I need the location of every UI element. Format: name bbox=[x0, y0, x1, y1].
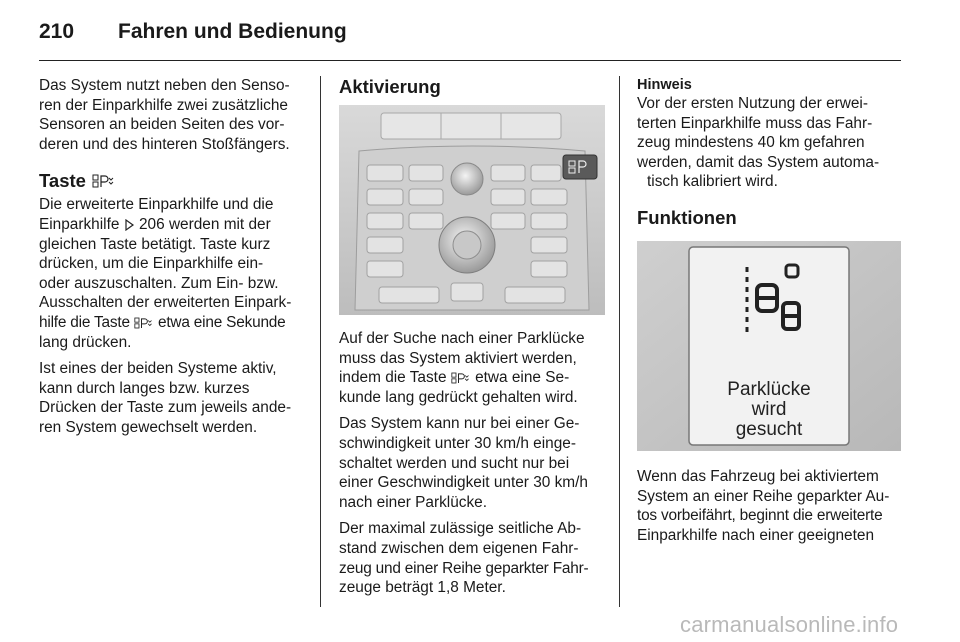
chapter-title: Fahren und Bedienung bbox=[118, 20, 347, 43]
display-line-3: gesucht bbox=[735, 418, 803, 440]
watermark: carmanualsonline.info bbox=[680, 612, 899, 637]
aktivierung-paragraph-2: Das System kann nur bei einer Ge- schwindigkeit unter 30 km/h einge- schaltet werden und sucht nur bei einer Geschwindigkeit unter 30 km/h nach einer Parklücke. bbox=[339, 415, 588, 511]
aktivierung-paragraph-1: Auf der Suche nach einer Parklücke muss das System aktiviert werden, indem die Taste etwa eine Se- kunde lang gedrückt gehalten wird. bbox=[339, 330, 585, 406]
column-2 bbox=[339, 76, 605, 605]
display-line-2: wird bbox=[751, 398, 787, 420]
taste-heading: Taste bbox=[39, 170, 309, 192]
column-divider-2 bbox=[619, 76, 620, 607]
aktivierung-heading: Aktivierung bbox=[339, 76, 441, 97]
page-number: 210 bbox=[39, 20, 75, 43]
display-line-1: Parklücke bbox=[727, 378, 811, 400]
center-console-photo bbox=[339, 105, 605, 315]
funktionen-paragraph: Wenn das Fahrzeug bei aktiviertem System an einer Reihe geparkter Au- tos vorbeifährt, beginnt die erweiterte Einparkhilfe nach einer geeigneten bbox=[637, 467, 890, 544]
aktivierung-paragraph-3: Der maximal zulässige seitliche Ab- stand zwischen dem eigenen Fahr- zeug und einer Reihe geparkter Fahr- zeuge beträgt 1,8 Meter. bbox=[339, 520, 589, 597]
funktionen-heading: Funktionen bbox=[637, 206, 737, 228]
header-rule bbox=[39, 60, 901, 61]
column-divider-1 bbox=[320, 76, 321, 607]
park-assist-icon bbox=[92, 174, 116, 188]
page-header bbox=[0, 0, 960, 58]
column-1 bbox=[39, 76, 309, 445]
park-assist-icon bbox=[451, 372, 471, 384]
hinweis-text: Vor der ersten Nutzung der erwei- terten Einparkhilfe muss das Fahr- zeug mindestens 40 km gefahren werden, damit das System automa- tisch kalibriert wird. bbox=[637, 95, 880, 191]
column-3 bbox=[637, 76, 903, 552]
page-reference-arrow-icon bbox=[124, 219, 135, 231]
park-assist-icon bbox=[134, 317, 154, 329]
parking-display-illustration bbox=[637, 241, 901, 451]
intro-paragraph: Das System nutzt neben den Senso- ren der Einparkhilfe zwei zusätzliche Sensoren an beiden Seiten des vor- deren und des hinteren Stoßfängers. bbox=[39, 77, 290, 153]
hinweis-title: Hinweis bbox=[637, 77, 692, 93]
taste-paragraph-1: Die erweiterte Einparkhilfe und die Einparkhilfe 206 werden mit der gleichen Taste betätigt. Taste kurz drücken, um die Einparkhilfe ein- oder auszuschalten. Zum Ein- bzw. Ausschalten der erweiterten Einpark- hilfe die Taste etwa eine Sekunde lang drücken. bbox=[39, 196, 292, 351]
taste-paragraph-2: Ist eines der beiden Systeme aktiv, kann durch langes bzw. kurzes Drücken der Taste zum jeweils ande- ren System gewechselt werden. bbox=[39, 360, 292, 436]
